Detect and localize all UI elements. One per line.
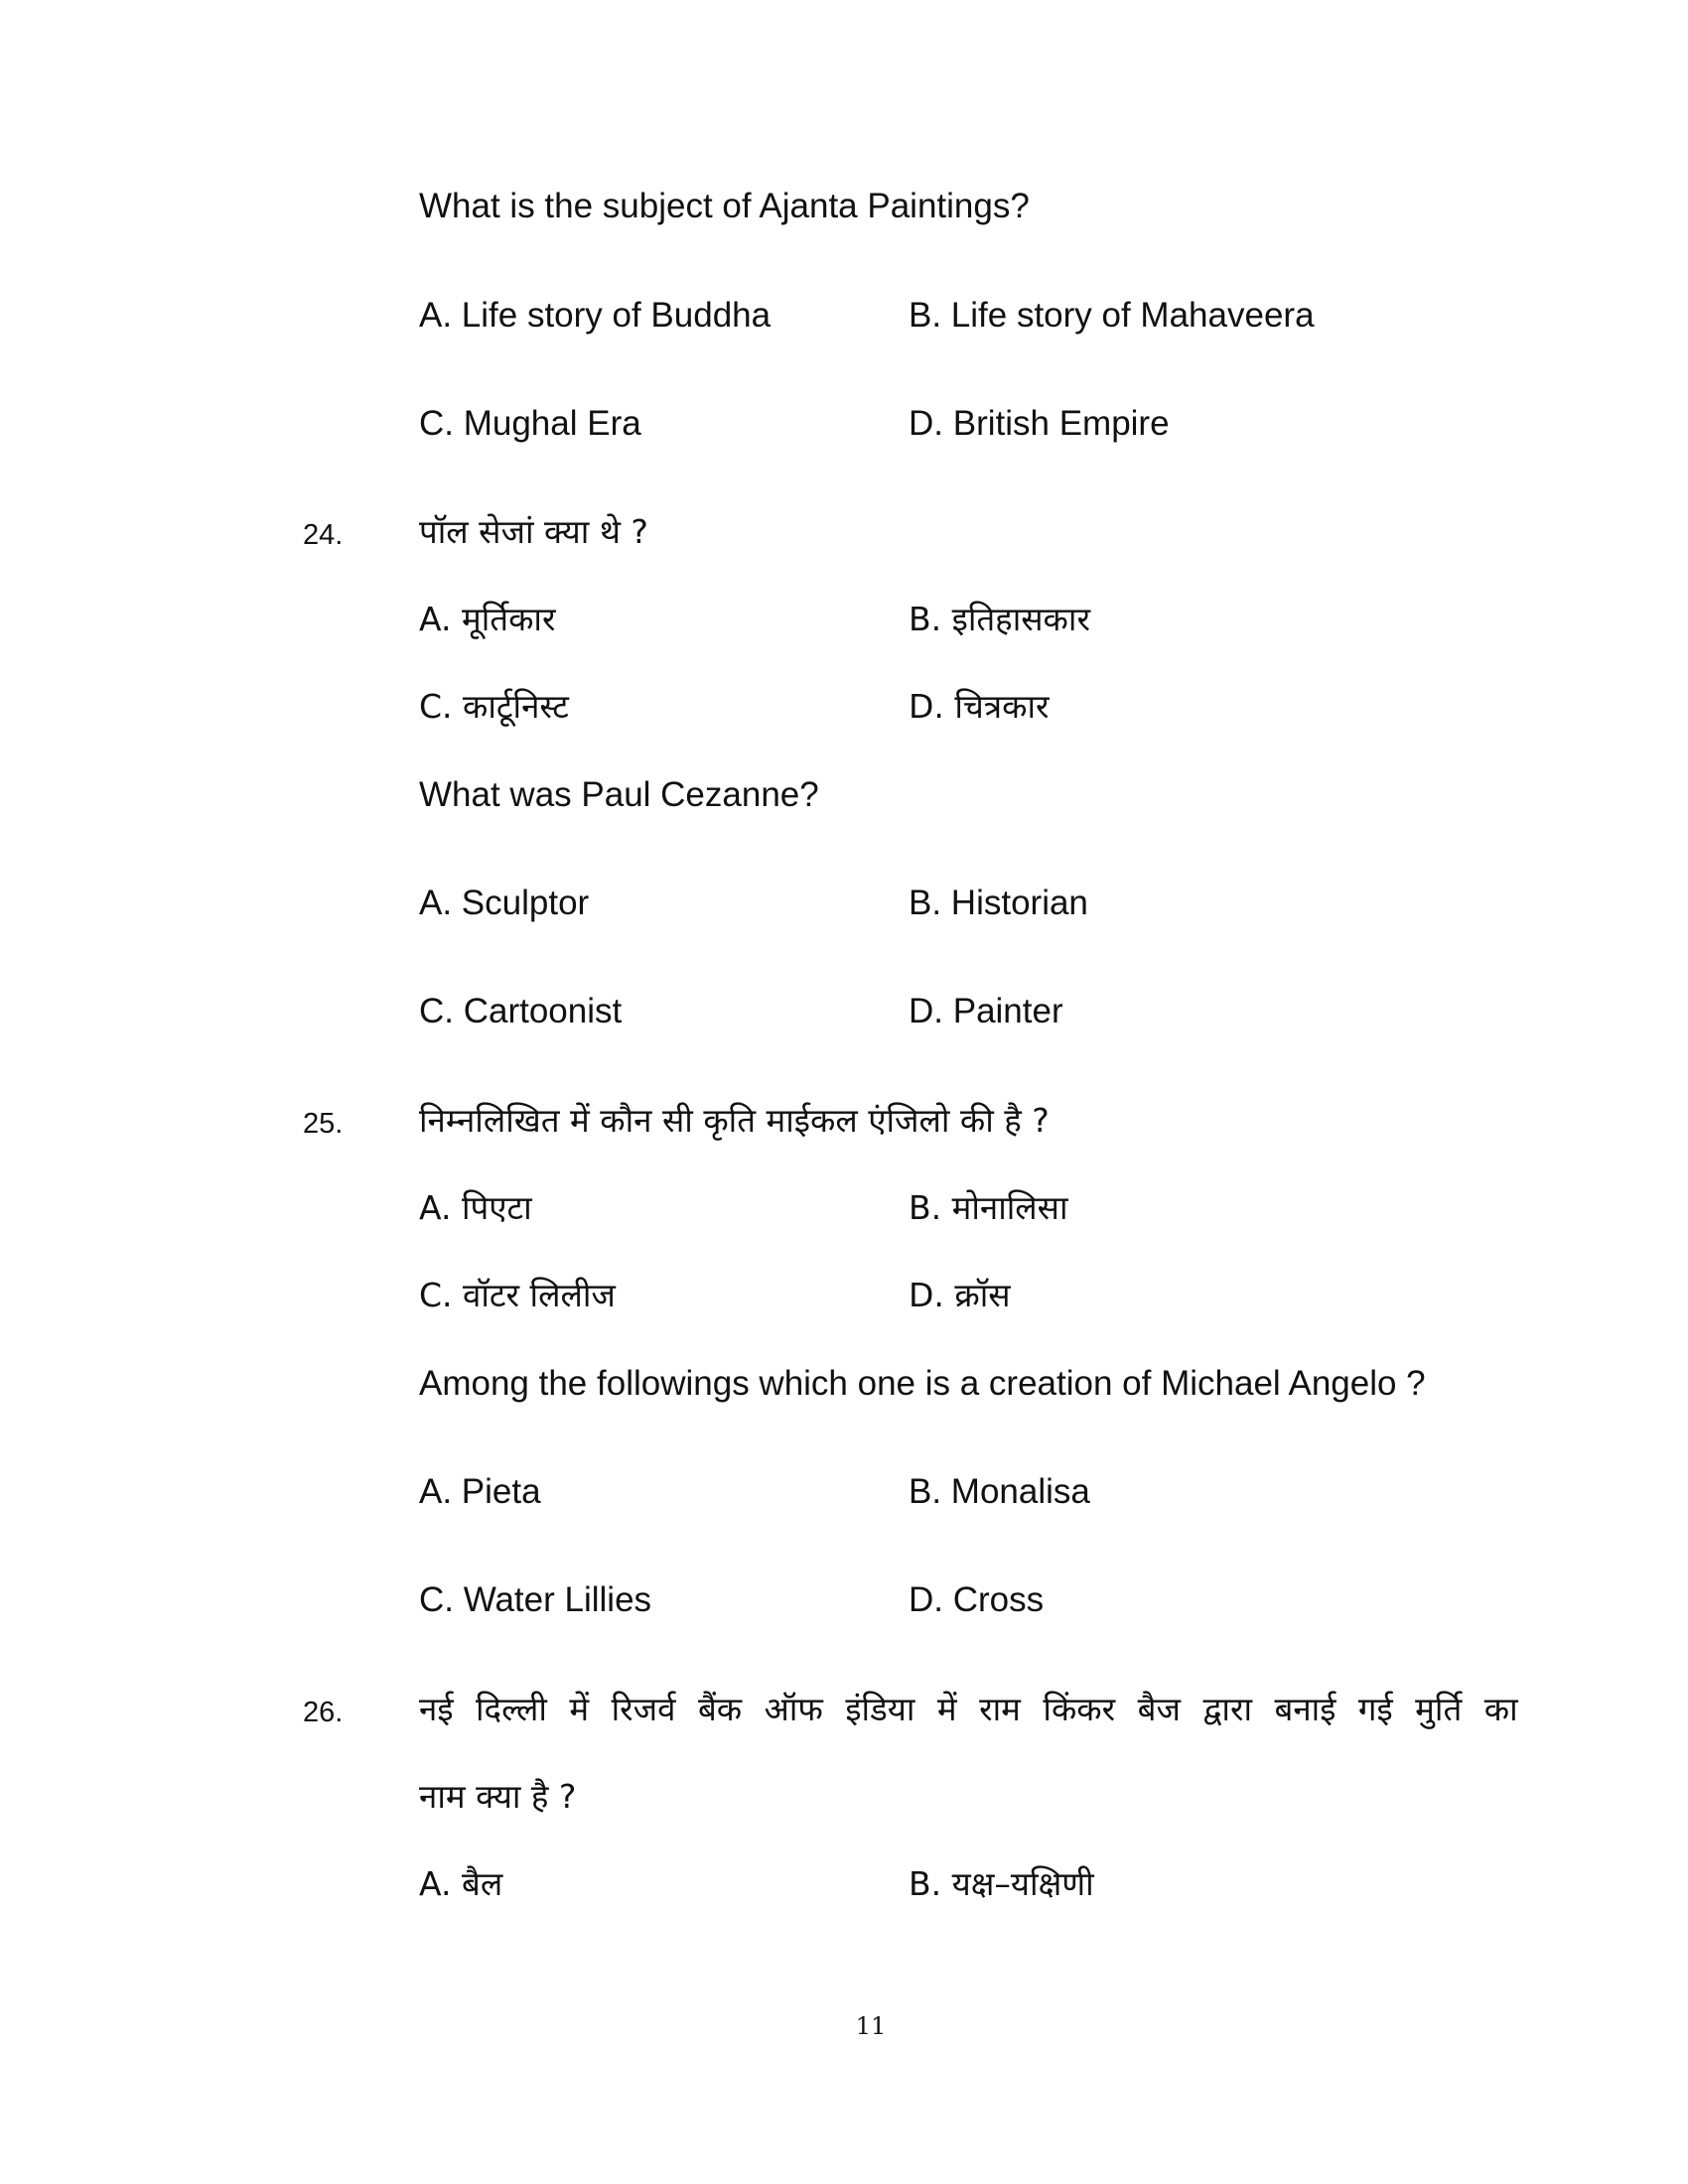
q26-question-hindi-line1: नई दिल्ली में रिजर्व बैंक ऑफ इंडिया में राम किंकर बैज द्वारा बनाई गई मुर्ति का bbox=[419, 1690, 1518, 1728]
q24-option-a-hindi: A. मूर्तिकार bbox=[419, 600, 556, 638]
q26-question-hindi-line2: नाम क्या है ? bbox=[419, 1777, 577, 1816]
q23-option-c: C. Mughal Era bbox=[419, 404, 641, 443]
q26-number: 26. bbox=[303, 1697, 344, 1728]
q25-question-english: Among the followings which one is a creation of Michael Angelo ? bbox=[419, 1364, 1426, 1403]
q23-option-a: A. Life story of Buddha bbox=[419, 296, 772, 335]
q25-option-d-hindi: D. क्रॉस bbox=[909, 1276, 1011, 1314]
q25-option-a-hindi: A. पिएटा bbox=[419, 1188, 532, 1227]
q23-question: What is the subject of Ajanta Paintings? bbox=[419, 187, 1030, 225]
q25-option-c-hindi: C. वॉटर लिलीज bbox=[419, 1276, 616, 1314]
q25-option-b-english: B. Monalisa bbox=[909, 1472, 1090, 1511]
q25-option-b-hindi: B. मोनालिसा bbox=[909, 1188, 1068, 1227]
q24-option-b-hindi: B. इतिहासकार bbox=[909, 600, 1090, 638]
q23-option-d: D. British Empire bbox=[909, 404, 1170, 443]
q24-option-c-hindi: C. कार्टूनिस्ट bbox=[419, 687, 569, 726]
q24-option-d-english: D. Painter bbox=[909, 992, 1063, 1030]
q25-option-a-english: A. Pieta bbox=[419, 1472, 541, 1511]
q24-question-english: What was Paul Cezanne? bbox=[419, 775, 819, 814]
q24-option-d-hindi: D. चित्रकार bbox=[909, 687, 1050, 726]
q24-number: 24. bbox=[303, 519, 344, 551]
q24-question-hindi: पॉल सेजां क्या थे ? bbox=[419, 512, 648, 551]
q26-option-b-hindi: B. यक्ष–यक्षिणी bbox=[909, 1864, 1094, 1903]
q23-option-b: B. Life story of Mahaveera bbox=[909, 296, 1315, 335]
q26-option-a-hindi: A. बैल bbox=[419, 1864, 503, 1903]
q25-question-hindi: निम्नलिखित में कौन सी कृति माईकल एंजिलो की है ? bbox=[419, 1101, 1050, 1140]
q25-option-d-english: D. Cross bbox=[909, 1580, 1045, 1619]
q24-option-a-english: A. Sculptor bbox=[419, 884, 590, 922]
q24-option-b-english: B. Historian bbox=[909, 884, 1088, 922]
page-number: 11 bbox=[855, 2012, 887, 2040]
q25-number: 25. bbox=[303, 1108, 344, 1140]
q24-option-c-english: C. Cartoonist bbox=[419, 992, 623, 1030]
q25-option-c-english: C. Water Lillies bbox=[419, 1580, 652, 1619]
